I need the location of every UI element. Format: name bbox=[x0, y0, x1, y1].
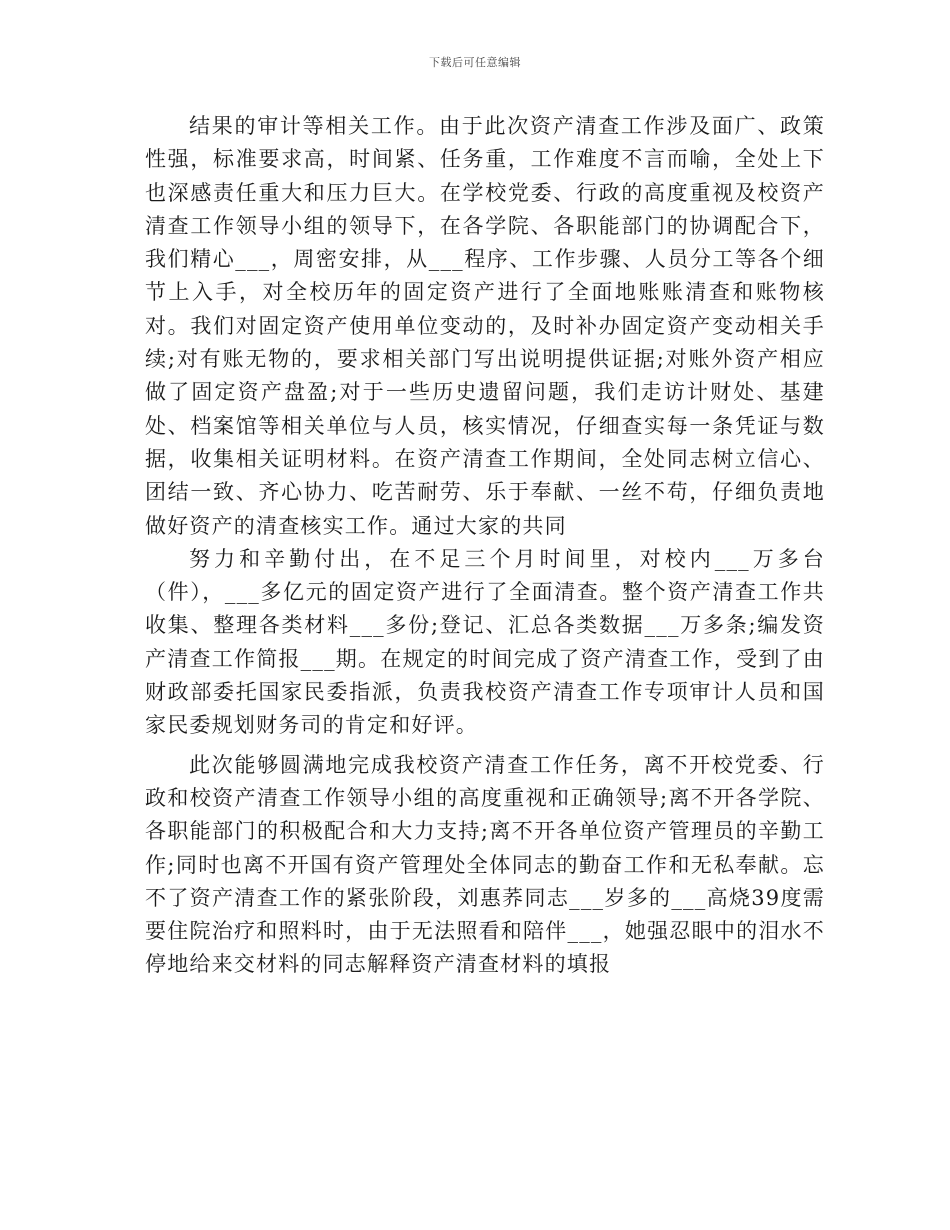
page-header-note: 下载后可任意编辑 bbox=[429, 56, 521, 69]
document-body bbox=[145, 110, 825, 982]
paragraph-3: 此次能够圆满地完成我校资产清查工作任务，离不开校党委、行政和校资产清查工作领导小组的高度重视和正确领导;离不开各学院、各职能部门的积极配合和大力支持;离不开各单位资产管理员的辛勤工作;同时也离不开国有资产管理处全体同志的勤奋工作和无私奉献。忘不了资产清查工作的紧张阶段，刘惠荞同志___岁多的___高烧39度需要住院治疗和照料时，由于无法照看和陪伴___，她强忍眼中的泪水不停地给来交材料的同志解释资产清查材料的填报 bbox=[145, 752, 825, 977]
paragraph-1: 结果的审计等相关工作。由于此次资产清查工作涉及面广、政策性强，标准要求高，时间紧、任务重，工作难度不言而喻，全处上下也深感责任重大和压力巨大。在学校党委、行政的高度重视及校资产清查工作领导小组的领导下，在各学院、各职能部门的协调配合下，我们精心___，周密安排，从___程序、工作步骤、人员分工等各个细节上入手，对全校历年的固定资产进行了全面地账账清查和账物核对。我们对固定资产使用单位变动的，及时补办固定资产变动相关手续;对有账无物的，要求相关部门写出说明提供证据;对账外资产相应做了固定资产盘盈;对于一些历史遗留问题，我们走访计财处、基建处、档案馆等相关单位与人员，核实情况，仔细查实每一条凭证与数据，收集相关证明材料。在资产清查工作期间，全处同志树立信心、团结一致、齐心协力、吃苦耐劳、乐于奉献、一丝不苟，仔细负责地做好资产的清查核实工作。通过大家的共同 bbox=[145, 114, 825, 538]
paragraph-2: 努力和辛勤付出，在不足三个月时间里，对校内___万多台（件），___多亿元的固定资产进行了全面清查。整个资产清查工作共收集、整理各类材料___多份;登记、汇总各类数据___万多条;编发资产清查工作简报___期。在规定的时间完成了资产清查工作，受到了由财政部委托国家民委指派，负责我校资产清查工作专项审计人员和国家民委规划财务司的肯定和好评。 bbox=[145, 546, 825, 738]
